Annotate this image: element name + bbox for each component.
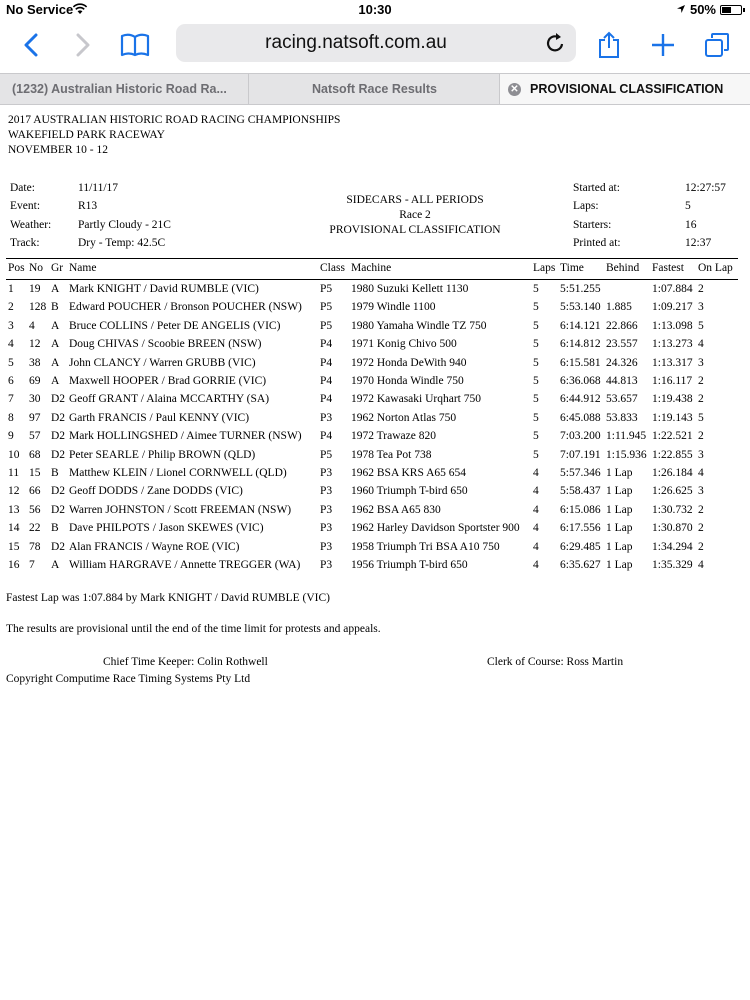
cell-driver-name: Warren JOHNSTON / Scott FREEMAN (NSW): [69, 503, 292, 516]
session-class: SIDECARS - ALL PERIODS: [346, 194, 484, 206]
cell-behind: 1 Lap: [606, 559, 633, 571]
cell-class: P3: [320, 411, 333, 424]
cell-class: P4: [320, 393, 333, 406]
cell-driver-name: William HARGRAVE / Annette TREGGER (WA): [69, 559, 301, 571]
cell-time: 5:58.437: [560, 485, 601, 498]
cell-on-lap: 2: [698, 522, 704, 535]
divider-header: [6, 279, 738, 280]
cell-behind: 1 Lap: [606, 522, 633, 535]
tabs-overview-button[interactable]: [700, 28, 734, 62]
cell-laps: 5: [533, 411, 539, 424]
cell-behind: 1 Lap: [606, 540, 633, 553]
col-pos: Pos: [8, 262, 25, 274]
cell-no: 38: [29, 356, 41, 369]
col-laps: Laps: [533, 262, 556, 274]
cell-behind: 1 Lap: [606, 485, 633, 498]
cell-machine: 1971 Konig Chivo 500: [351, 338, 457, 351]
cell-machine: 1972 Trawaze 820: [351, 430, 436, 443]
cell-pos: 16: [8, 559, 20, 571]
cell-behind: 44.813: [606, 375, 638, 387]
cell-no: 97: [29, 411, 41, 424]
cell-class: P3: [320, 503, 333, 516]
cell-laps: 4: [533, 503, 539, 516]
cell-no: 4: [29, 319, 35, 332]
cell-time: 6:36.068: [560, 375, 601, 387]
reload-icon[interactable]: [546, 32, 566, 59]
cell-laps: 5: [533, 448, 539, 461]
cell-driver-name: Maxwell HOOPER / Brad GORRIE (VIC): [69, 375, 267, 387]
cell-behind: 53.657: [606, 393, 638, 406]
cell-gr: D2: [51, 430, 66, 443]
cell-gr: A: [51, 319, 60, 332]
cell-time: 6:44.912: [560, 393, 601, 406]
tab-label: PROVISIONAL CLASSIFICATION: [530, 82, 724, 96]
cell-time: 6:14.121: [560, 319, 601, 332]
cell-fastest: 1:22.855: [652, 448, 693, 461]
cell-pos: 12: [8, 485, 20, 498]
cell-fastest: 1:22.521: [652, 430, 693, 443]
cell-time: 7:03.200: [560, 430, 601, 443]
cell-gr: A: [51, 375, 60, 387]
cell-fastest: 1:07.884: [652, 283, 693, 295]
cell-on-lap: 3: [698, 301, 704, 314]
url-text: racing.natsoft.com.au: [265, 32, 447, 53]
table-header: [0, 262, 750, 280]
cell-fastest: 1:35.329: [652, 559, 693, 571]
date-label: Date:: [10, 182, 35, 194]
cell-time: 6:45.088: [560, 411, 601, 424]
cell-laps: 4: [533, 522, 539, 535]
table-row: [0, 541, 750, 559]
cell-pos: 5: [8, 356, 14, 369]
col-time: Time: [560, 262, 584, 274]
cell-pos: 13: [8, 503, 20, 516]
cell-pos: 8: [8, 411, 14, 424]
cell-pos: 4: [8, 338, 14, 351]
cell-on-lap: 3: [698, 356, 704, 369]
cell-gr: A: [51, 283, 60, 295]
cell-machine: 1962 BSA A65 830: [351, 503, 441, 516]
col-behind: Behind: [606, 262, 640, 274]
cell-time: 6:29.485: [560, 540, 601, 553]
cell-gr: A: [51, 559, 60, 571]
cell-machine: 1978 Tea Pot 738: [351, 448, 432, 461]
cell-behind: 22.866: [606, 319, 638, 332]
table-row: [0, 393, 750, 411]
dates: NOVEMBER 10 - 12: [8, 144, 108, 156]
cell-behind: 1 Lap: [606, 467, 633, 479]
cell-fastest: 1:34.294: [652, 540, 693, 553]
cell-on-lap: 3: [698, 485, 704, 498]
cell-gr: D2: [51, 540, 66, 553]
table-row: [0, 357, 750, 375]
cell-gr: A: [51, 338, 60, 351]
cell-gr: B: [51, 522, 59, 535]
cell-driver-name: Dave PHILPOTS / Jason SKEWES (VIC): [69, 522, 264, 535]
cell-driver-name: Geoff GRANT / Alaina MCCARTHY (SA): [69, 393, 270, 406]
starters-label: Starters:: [573, 219, 612, 231]
cell-laps: 5: [533, 301, 539, 314]
cell-time: 5:51.255: [560, 283, 601, 295]
col-onlap: On Lap: [698, 262, 733, 274]
cell-machine: 1979 Windle 1100: [351, 301, 436, 314]
cell-fastest: 1:30.870: [652, 522, 693, 535]
cell-laps: 5: [533, 319, 539, 332]
cell-driver-name: Geoff DODDS / Zane DODDS (VIC): [69, 485, 243, 498]
cell-on-lap: 2: [698, 393, 704, 406]
cell-pos: 14: [8, 522, 20, 535]
chief-time-keeper: Chief Time Keeper: Colin Rothwell: [103, 656, 268, 668]
cell-behind: 1.885: [606, 301, 632, 314]
cell-gr: A: [51, 356, 60, 369]
cell-driver-name: Mark HOLLINGSHED / Aimee TURNER (NSW): [69, 430, 302, 443]
event-value: R13: [78, 200, 98, 212]
table-row: [0, 467, 750, 485]
cell-no: 15: [29, 467, 41, 479]
cell-machine: 1972 Honda DeWith 940: [351, 356, 467, 369]
cell-no: 69: [29, 375, 41, 387]
bookmarks-button[interactable]: [118, 28, 152, 62]
divider-top: [6, 258, 738, 259]
cell-no: 30: [29, 393, 41, 406]
clerk-of-course: Clerk of Course: Ross Martin: [487, 656, 624, 668]
table-row: [0, 301, 750, 319]
table-row: [0, 283, 750, 301]
cell-gr: D2: [51, 448, 66, 461]
cell-machine: 1962 BSA KRS A65 654: [351, 467, 467, 479]
cell-behind: 24.326: [606, 356, 638, 369]
cell-on-lap: 5: [698, 319, 704, 332]
clock: 10:30: [358, 2, 392, 17]
cell-class: P3: [320, 467, 333, 479]
cell-no: 57: [29, 430, 41, 443]
cell-on-lap: 2: [698, 540, 704, 553]
cell-on-lap: 3: [698, 448, 704, 461]
col-gr: Gr: [51, 262, 64, 274]
starters-value: 16: [685, 219, 697, 231]
cell-driver-name: Edward POUCHER / Bronson POUCHER (NSW): [69, 301, 302, 314]
cell-class: P5: [320, 301, 333, 314]
table-row: [0, 338, 750, 356]
table-row: [0, 430, 750, 448]
tab-bar: [0, 73, 750, 105]
cell-on-lap: 4: [698, 467, 704, 479]
cell-fastest: 1:13.273: [652, 338, 693, 351]
cell-fastest: 1:26.625: [652, 485, 693, 498]
cell-pos: 3: [8, 319, 14, 332]
cell-behind: 23.557: [606, 338, 638, 351]
cell-laps: 4: [533, 540, 539, 553]
cell-gr: D2: [51, 503, 66, 516]
col-fastest: Fastest: [652, 262, 684, 274]
location-arrow-icon: [676, 2, 686, 17]
cell-on-lap: 2: [698, 375, 704, 387]
cell-on-lap: 2: [698, 430, 704, 443]
track-label: Track:: [10, 237, 40, 249]
cell-pos: 15: [8, 540, 20, 553]
cell-class: P3: [320, 559, 333, 571]
cell-class: P3: [320, 540, 333, 553]
cell-gr: B: [51, 301, 59, 314]
cell-time: 6:15.581: [560, 356, 601, 369]
cell-machine: 1980 Suzuki Kellett 1130: [351, 283, 469, 295]
cell-driver-name: Mark KNIGHT / David RUMBLE (VIC): [69, 283, 259, 295]
cell-gr: D2: [51, 411, 66, 424]
laps-value: 5: [685, 200, 691, 212]
cell-laps: 5: [533, 283, 539, 295]
cell-driver-name: Garth FRANCIS / Paul KENNY (VIC): [69, 411, 250, 424]
cell-pos: 9: [8, 430, 14, 443]
cell-laps: 5: [533, 393, 539, 406]
col-class: Class: [320, 262, 345, 274]
printed-label: Printed at:: [573, 237, 621, 249]
cell-laps: 4: [533, 467, 539, 479]
cell-laps: 5: [533, 375, 539, 387]
cell-no: 56: [29, 503, 41, 516]
championship-title: 2017 AUSTRALIAN HISTORIC ROAD RACING CHAMPIONSHIPS: [8, 114, 341, 126]
cell-time: 5:57.346: [560, 467, 601, 479]
cell-gr: B: [51, 467, 59, 479]
tab-provisional-classification[interactable]: [500, 74, 750, 104]
race-number: Race 2: [399, 209, 431, 221]
cell-pos: 2: [8, 301, 14, 314]
classification-type: PROVISIONAL CLASSIFICATION: [329, 224, 501, 236]
cell-machine: 1972 Kawasaki Urqhart 750: [351, 393, 481, 406]
cell-driver-name: John CLANCY / Warren GRUBB (VIC): [69, 356, 256, 369]
cell-class: P3: [320, 485, 333, 498]
cell-on-lap: 4: [698, 559, 704, 571]
cell-machine: 1962 Norton Atlas 750: [351, 411, 457, 424]
carrier-label: No Service: [6, 2, 74, 17]
cell-driver-name: Bruce COLLINS / Peter DE ANGELIS (VIC): [69, 319, 281, 332]
cell-fastest: 1:19.143: [652, 411, 693, 424]
cell-fastest: 1:13.098: [652, 319, 693, 332]
provisional-note: The results are provisional until the end of the time limit for protests and appeals.: [6, 623, 381, 635]
track-value: Dry - Temp: 42.5C: [78, 237, 166, 249]
close-tab-icon[interactable]: ✕: [508, 83, 521, 96]
cell-time: 5:53.140: [560, 301, 601, 314]
printed-value: 12:37: [685, 237, 712, 249]
cell-laps: 5: [533, 356, 539, 369]
cell-time: 6:35.627: [560, 559, 601, 571]
copyright: Copyright Computime Race Timing Systems Pty Ltd: [6, 673, 251, 685]
status-bar: [0, 0, 750, 20]
cell-pos: 10: [8, 448, 20, 461]
table-row: [0, 559, 750, 577]
cell-laps: 5: [533, 430, 539, 443]
fastest-lap-note: Fastest Lap was 1:07.884 by Mark KNIGHT / David RUMBLE (VIC): [6, 592, 330, 604]
cell-driver-name: Matthew KLEIN / Lionel CORNWELL (QLD): [69, 467, 287, 479]
table-row: [0, 449, 750, 467]
cell-pos: 6: [8, 375, 14, 387]
cell-machine: 1956 Triumph T-bird 650: [351, 559, 468, 571]
started-label: Started at:: [573, 182, 620, 194]
cell-pos: 11: [8, 467, 20, 479]
date-value: 11/11/17: [78, 182, 119, 194]
cell-machine: 1980 Yamaha Windle TZ 750: [351, 319, 487, 332]
cell-driver-name: Alan FRANCIS / Wayne ROE (VIC): [69, 540, 240, 553]
cell-pos: 1: [8, 283, 14, 295]
cell-machine: 1960 Triumph T-bird 650: [351, 485, 468, 498]
cell-behind: 1:11.945: [606, 430, 647, 443]
table-row: [0, 522, 750, 540]
cell-gr: D2: [51, 485, 66, 498]
cell-driver-name: Peter SEARLE / Philip BROWN (QLD): [69, 448, 256, 461]
cell-laps: 4: [533, 559, 539, 571]
battery-icon: [720, 5, 742, 15]
cell-on-lap: 4: [698, 338, 704, 351]
table-row: [0, 485, 750, 503]
tab-natsoft-results[interactable]: Natsoft Race Results: [250, 74, 500, 104]
cell-machine: 1958 Triumph Tri BSA A10 750: [351, 540, 500, 553]
back-button[interactable]: [14, 28, 48, 62]
cell-class: P5: [320, 319, 333, 332]
started-value: 12:27:57: [685, 182, 726, 194]
laps-label: Laps:: [573, 200, 599, 212]
cell-on-lap: 2: [698, 283, 704, 295]
col-name: Name: [69, 262, 97, 274]
cell-time: 6:15.086: [560, 503, 601, 516]
cell-no: 128: [29, 301, 47, 314]
cell-class: P4: [320, 356, 333, 369]
cell-pos: 7: [8, 393, 14, 406]
cell-fastest: 1:26.184: [652, 467, 693, 479]
col-machine: Machine: [351, 262, 392, 274]
cell-behind: 1:15.936: [606, 448, 647, 461]
cell-time: 6:14.812: [560, 338, 601, 351]
cell-no: 12: [29, 338, 41, 351]
cell-on-lap: 5: [698, 411, 704, 424]
cell-machine: 1970 Honda Windle 750: [351, 375, 464, 387]
address-bar[interactable]: [176, 24, 576, 62]
cell-no: 19: [29, 283, 41, 295]
cell-fastest: 1:16.117: [652, 375, 693, 387]
col-no: No: [29, 262, 44, 274]
share-button[interactable]: [592, 28, 626, 62]
cell-no: 22: [29, 522, 41, 535]
cell-fastest: 1:09.217: [652, 301, 693, 314]
table-row: [0, 412, 750, 430]
cell-class: P4: [320, 375, 333, 387]
table-row: [0, 320, 750, 338]
cell-fastest: 1:19.438: [652, 393, 693, 406]
cell-no: 68: [29, 448, 41, 461]
cell-class: P3: [320, 522, 333, 535]
cell-driver-name: Doug CHIVAS / Scoobie BREEN (NSW): [69, 338, 262, 351]
weather-label: Weather:: [10, 219, 52, 231]
cell-no: 78: [29, 540, 41, 553]
table-row: [0, 504, 750, 522]
cell-machine: 1962 Harley Davidson Sportster 900: [351, 522, 520, 535]
cell-behind: 53.833: [606, 411, 638, 424]
cell-no: 7: [29, 559, 35, 571]
cell-behind: 1 Lap: [606, 503, 633, 516]
venue: WAKEFIELD PARK RACEWAY: [8, 129, 165, 141]
cell-class: P5: [320, 448, 333, 461]
event-label: Event:: [10, 200, 41, 212]
cell-gr: D2: [51, 393, 66, 406]
cell-fastest: 1:30.732: [652, 503, 693, 516]
cell-no: 66: [29, 485, 41, 498]
cell-time: 7:07.191: [560, 448, 601, 461]
new-tab-button[interactable]: [646, 28, 680, 62]
battery-percent: 50%: [689, 2, 716, 17]
cell-on-lap: 2: [698, 503, 704, 516]
weather-value: Partly Cloudy - 21C: [78, 219, 171, 231]
tab-historic-road-racing[interactable]: (1232) Australian Historic Road Ra...: [0, 74, 249, 104]
cell-time: 6:17.556: [560, 522, 601, 535]
cell-class: P5: [320, 283, 333, 295]
cell-class: P4: [320, 338, 333, 351]
cell-fastest: 1:13.317: [652, 356, 693, 369]
cell-laps: 5: [533, 338, 539, 351]
forward-button[interactable]: [66, 28, 100, 62]
table-row: [0, 375, 750, 393]
cell-laps: 4: [533, 485, 539, 498]
cell-class: P4: [320, 430, 333, 443]
